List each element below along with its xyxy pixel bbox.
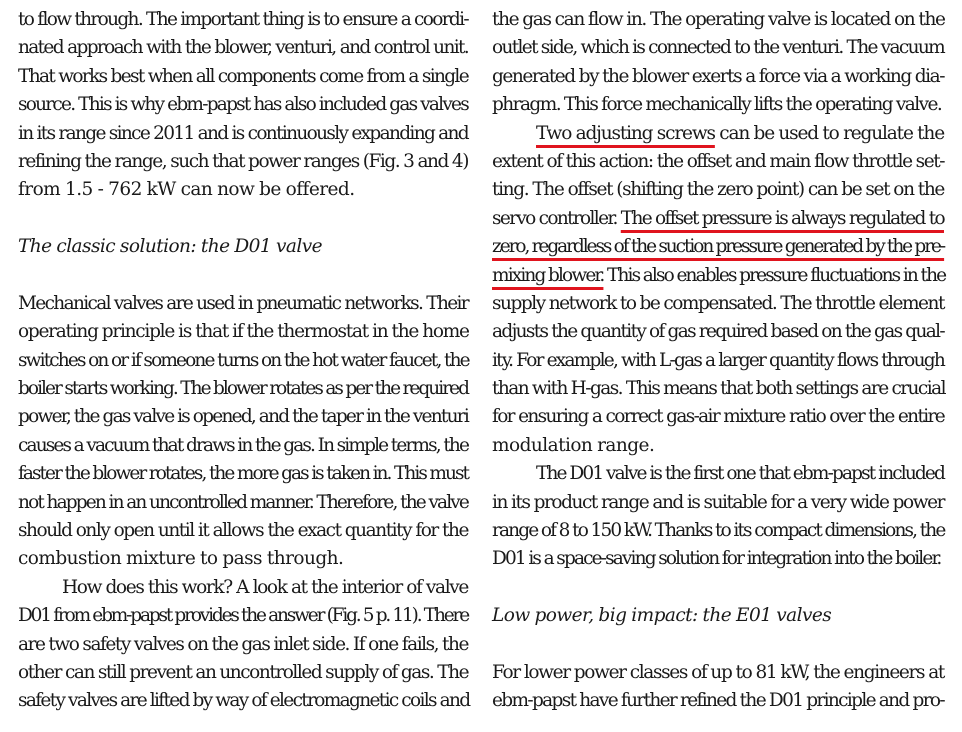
text-segment: can be used to regulate the	[714, 122, 944, 144]
text-segment: servo controller.	[492, 207, 621, 229]
left-column	[18, 6, 468, 716]
right-text-line: outlet side, which is connected to the venturi. The vacuum	[492, 37, 944, 59]
right-text-line: The D01 valve is the first one that ebm-papst included	[536, 463, 944, 485]
right-column	[492, 6, 944, 716]
left-text-line: source. This is why ebm-papst has also included gas valves	[18, 94, 468, 116]
left-text-line: causes a vacuum that draws in the gas. In simple terms, the	[18, 434, 469, 456]
right-text-line: the gas can flow in. The operating valve is located on the	[492, 9, 945, 30]
left-text-line: boiler starts working. The blower rotates as per the required	[18, 378, 468, 400]
right-text-line: modulation range.	[492, 434, 655, 456]
highlighted-text: The offset pressure is always regulated to	[620, 207, 944, 229]
right-text-line: range of 8 to 150 kW. Thanks to its compact dimensions, the	[492, 520, 945, 542]
left-text-line: are two safety valves on the gas inlet side. If one fails, the	[18, 633, 468, 655]
left-text-line: D01 from ebm-papst provides the answer (Fig. 5 p. 11). There	[18, 605, 468, 627]
right-text-line: ebm-papst have further refined the D01 principle and pro-	[492, 690, 944, 712]
right-text-line: D01 is a space-saving solution for integration into the boiler.	[492, 548, 941, 570]
right-text-line: than with H-gas. This means that both settings are crucial	[492, 378, 945, 400]
right-text-line: phragm. This force mechanically lifts the operating valve.	[492, 94, 942, 116]
right-text-line: For lower power classes of up to 81 kW, the engineers at	[492, 661, 944, 683]
right-blank-line	[492, 631, 944, 659]
left-text-line: not happen in an uncontrolled manner. Therefore, the valve	[18, 491, 468, 513]
left-text-line: faster the blower rotates, the more gas is taken in. This must	[18, 463, 468, 485]
left-text-line: Mechanical valves are used in pneumatic networks. Their	[18, 292, 468, 314]
left-text-line: switches on or if someone turns on the hot water faucet, the	[18, 349, 469, 371]
right-text-line: adjusts the quantity of gas required based on the gas qual-	[492, 321, 944, 343]
left-text-line: power, the gas valve is opened, and the taper in the venturi	[18, 406, 468, 428]
right-text-line: ting. The offset (shifting the zero point) can be set on the	[492, 179, 944, 201]
left-blank-line	[18, 262, 468, 290]
left-text-line: How does this work? A look at the interior of valve	[62, 576, 468, 598]
left-section-heading: The classic solution: the D01 valve	[18, 236, 322, 258]
highlighted-text: mixing blower.	[492, 264, 604, 286]
right-text-line: ity. For example, with L-gas a larger quantity flows through	[492, 349, 944, 371]
right-text-line	[492, 262, 944, 290]
right-text-line	[492, 120, 944, 148]
left-text-line: should only open until it allows the exact quantity for the	[18, 520, 468, 542]
right-text-line: for ensuring a correct gas-air mixture ratio over the entire	[492, 406, 944, 428]
highlighted-text: zero, regardless of the suction pressure generated by the pre-	[492, 236, 945, 258]
left-text-line: That works best when all components come from a single	[18, 65, 468, 87]
left-text-line: safety valves are lifted by way of electromagnetic coils and	[18, 690, 470, 712]
right-text-line: in its product range and is suitable for a very wide power	[492, 491, 944, 513]
left-text-line: refining the range, such that power ranges (Fig. 3 and 4)	[18, 150, 468, 172]
right-text-line: supply network to be compensated. The throttle element	[492, 292, 944, 314]
left-text-line: in its range since 2011 and is continuously expanding and	[18, 122, 468, 144]
left-text-line: from 1.5 - 762 kW can now be offered.	[18, 179, 355, 201]
left-blank-line	[18, 205, 468, 233]
right-text-line	[492, 233, 944, 261]
right-text-line	[492, 205, 944, 233]
right-blank-line	[492, 574, 944, 602]
left-text-line: to flow through. The important thing is to ensure a coordi-	[18, 9, 468, 30]
left-text-line: nated approach with the blower, venturi, and control unit.	[18, 37, 468, 59]
left-text-line: operating principle is that if the thermostat in the home	[18, 321, 469, 343]
right-section-heading: Low power, big impact: the E01 valves	[492, 605, 832, 627]
highlighted-text: Two adjusting screws	[536, 122, 715, 144]
text-segment: This also enables pressure fluctuations in the	[603, 264, 946, 286]
right-text-line: generated by the blower exerts a force via a working dia-	[492, 65, 944, 87]
left-text-line: combustion mixture to pass through.	[18, 548, 344, 570]
right-text-line: extent of this action: the offset and main flow throttle set-	[492, 150, 944, 172]
left-text-line: other can still prevent an uncontrolled supply of gas. The	[18, 661, 469, 683]
